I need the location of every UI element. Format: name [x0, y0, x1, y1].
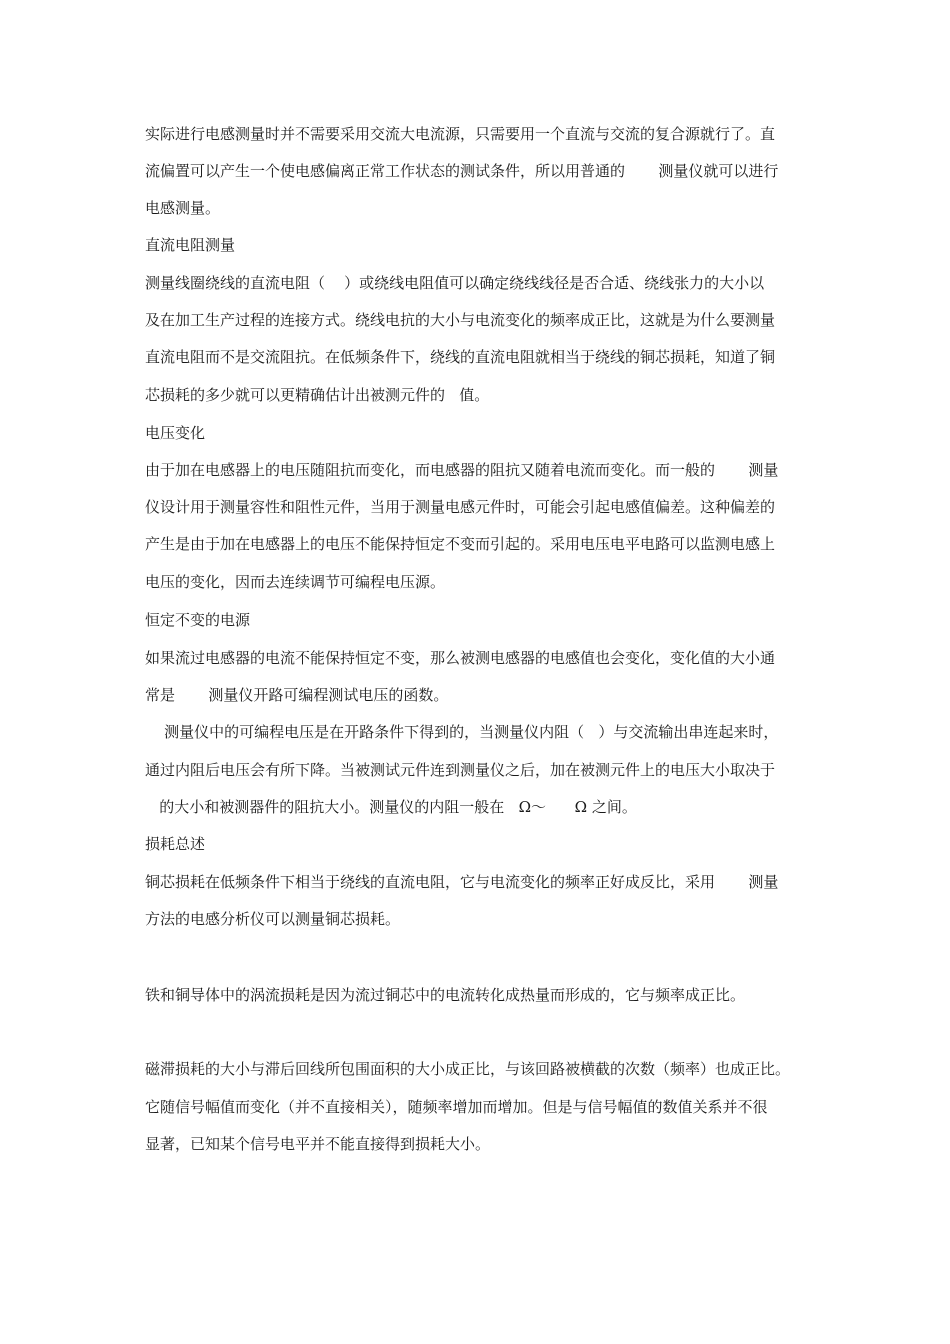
paragraph-line: 显著，已知某个信号电平并不能直接得到损耗大小。 — [145, 1135, 491, 1153]
paragraph-line: 铁和铜导体中的涡流损耗是因为流过铜芯中的电流转化成热量而形成的，它与频率成正比。 — [145, 986, 746, 1004]
paragraph-line: 的大小和被测器件的阻抗大小。测量仪的内阻一般在 Ω～ Ω 之间。 — [145, 798, 637, 816]
section-heading-loss-overview: 损耗总述 — [145, 835, 206, 853]
paragraph-line: 及在加工生产过程的连接方式。绕线电抗的大小与电流变化的频率成正比，这就是为什么要测量 — [145, 311, 776, 329]
paragraph-line: 方法的电感分析仪可以测量铜芯损耗。 — [145, 910, 401, 928]
paragraph-line: 实际进行电感测量时并不需要采用交流大电流源，只需要用一个直流与交流的复合源就行了。直 — [145, 125, 776, 143]
paragraph-line: 如果流过电感器的电流不能保持恒定不变，那么被测电感器的电感值也会变化，变化值的大小通 — [145, 649, 776, 667]
paragraph-line: 测量仪中的可编程电压是在开路条件下得到的，当测量仪内阻（ ）与交流输出串连起来时， — [145, 723, 779, 741]
paragraph-line: 磁滞损耗的大小与滞后回线所包围面积的大小成正比，与该回路被横截的次数（频率）也成正比。 — [145, 1060, 791, 1078]
paragraph-line: 仪设计用于测量容性和阻性元件，当用于测量电感元件时，可能会引起电感值偏差。这种偏差的 — [145, 498, 776, 516]
paragraph-line: 常是 测量仪开路可编程测试电压的函数。 — [145, 686, 449, 704]
paragraph-line: 电感测量。 — [145, 199, 221, 217]
paragraph-line: 通过内阻后电压会有所下降。当被测试元件连到测量仪之后，加在被测元件上的电压大小取决于 — [145, 761, 776, 779]
paragraph-line: 芯损耗的多少就可以更精确估计出被测元件的 值。 — [145, 386, 490, 404]
paragraph-line: 流偏置可以产生一个使电感偏离正常工作状态的测试条件，所以用普通的 测量仪就可以进行 — [145, 162, 779, 180]
paragraph-line: 测量线圈绕线的直流电阻（ ）或绕线电阻值可以确定绕线线径是否合适、绕线张力的大小以 — [145, 274, 765, 292]
paragraph-line: 它随信号幅值而变化（并不直接相关），随频率增加而增加。但是与信号幅值的数值关系并不很 — [145, 1098, 768, 1116]
section-heading-voltage-change: 电压变化 — [145, 424, 206, 442]
paragraph-line: 直流电阻而不是交流阻抗。在低频条件下，绕线的直流电阻就相当于绕线的铜芯损耗，知道了铜 — [145, 348, 776, 366]
section-heading-constant-source: 恒定不变的电源 — [145, 611, 251, 629]
paragraph-line: 铜芯损耗在低频条件下相当于绕线的直流电阻，它与电流变化的频率正好成反比，采用 测量 — [145, 873, 779, 891]
section-heading-dc-resistance: 直流电阻测量 — [145, 236, 236, 254]
paragraph-line: 产生是由于加在电感器上的电压不能保持恒定不变而引起的。采用电压电平电路可以监测电感上 — [145, 535, 776, 553]
paragraph-line: 电压的变化，因而去连续调节可编程电压源。 — [145, 573, 446, 591]
paragraph-line: 由于加在电感器上的电压随阻抗而变化，而电感器的阻抗又随着电流而变化。而一般的 测量 — [145, 461, 779, 479]
